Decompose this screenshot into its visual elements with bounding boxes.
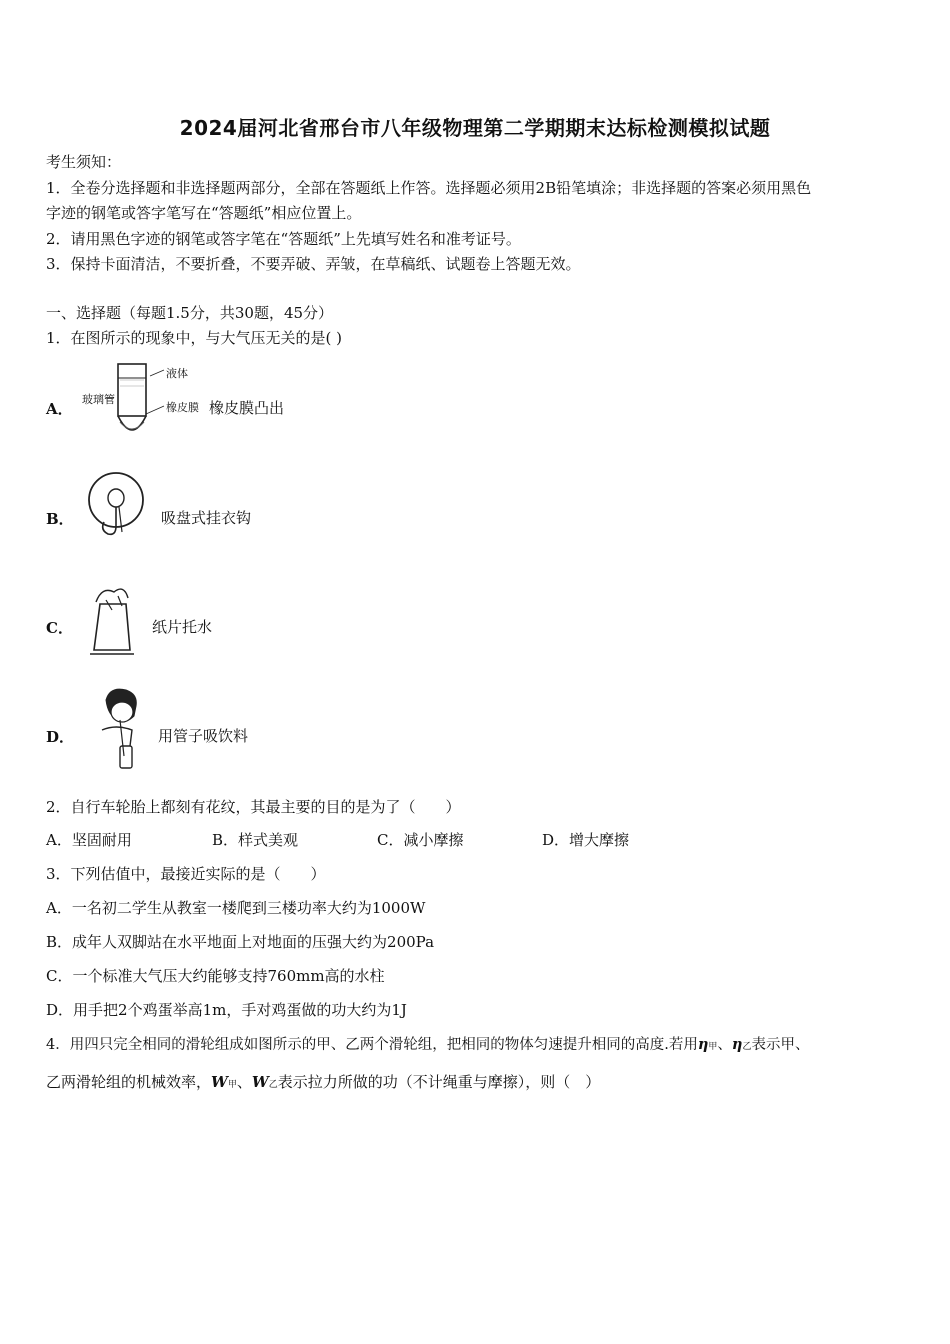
q1-option-c-letter: C． xyxy=(46,619,73,637)
q4-w-sub-yi: 乙 xyxy=(268,1080,278,1090)
page-title: 2024届河北省邢台市八年级物理第二学期期末达标检测模拟试题 xyxy=(179,116,771,140)
q4-w-jia: W xyxy=(211,1073,228,1091)
notice-item-2: 2．请用黑色字迹的钢笔或答字笔在“答题纸”上先填写姓名和准考证号。 xyxy=(46,230,521,248)
q1-option-d-figure xyxy=(96,686,146,774)
question-3-stem: 3．下列估值中，最接近实际的是（ ） xyxy=(46,865,326,883)
q1-option-a-text: 橡皮膜凸出 xyxy=(209,399,285,417)
q3-option-c: C．一个标准大气压大约能够支持760mm高的水柱 xyxy=(46,967,385,985)
q1-option-c-text: 纸片托水 xyxy=(152,618,213,636)
notice-item-1-line-2: 字迹的钢笔或答字笔写在“答题纸”相应位置上。 xyxy=(46,204,362,222)
q1-option-d-letter: D． xyxy=(46,728,75,746)
notice-item-1-line-1: 1．全卷分选择题和非选择题两部分，全部在答题纸上作答。选择题必须用2B铅笔填涂；非选择题的答案必须用黑色 xyxy=(46,179,812,197)
section-heading: 一、选择题（每题1.5分，共30题，45分） xyxy=(46,304,334,322)
q2-option-d: D．增大摩擦 xyxy=(542,831,630,849)
paper-holds-water-illustration xyxy=(84,582,139,660)
q2-option-b: B．样式美观 xyxy=(212,831,299,849)
q4-line-2-part-2: 表示拉力所做的功（不计绳重与摩擦），则（ ） xyxy=(277,1073,601,1091)
q4-eta-yi: η xyxy=(731,1036,743,1053)
question-4-stem-line-2 xyxy=(46,1072,600,1095)
straw-drinking-illustration xyxy=(96,686,146,774)
q4-line-2-part-1: 乙两滑轮组的机械效率， xyxy=(46,1073,212,1091)
notice-heading: 考生须知： xyxy=(46,153,122,171)
question-2-stem: 2．自行车轮胎上都刻有花纹，其最主要的目的是为了（ ） xyxy=(46,798,461,816)
question-4-stem-line-1 xyxy=(46,1035,809,1057)
fig-a-label-liquid: 液体 xyxy=(166,367,188,380)
question-1-stem: 1．在图所示的现象中，与大气压无关的是( ) xyxy=(46,329,343,347)
q1-option-b-figure xyxy=(86,470,148,542)
q3-option-a: A．一名初二学生从教室一楼爬到三楼功率大约为1000W xyxy=(46,899,426,917)
q4-separator-1: 、 xyxy=(717,1037,732,1053)
notice-item-3: 3．保持卡面清洁，不要折叠，不要弄破、弄皱，在草稿纸、试题卷上答题无效。 xyxy=(46,255,581,273)
q1-option-c-figure xyxy=(84,582,139,660)
q4-w-sub-jia: 甲 xyxy=(227,1080,237,1090)
q4-sub-yi: 乙 xyxy=(742,1042,752,1052)
q1-option-b-text: 吸盘式挂衣钩 xyxy=(161,509,252,527)
q3-option-d: D．用手把2个鸡蛋举高1m，手对鸡蛋做的功大约为1J xyxy=(46,1001,407,1019)
q4-separator-2: 、 xyxy=(236,1073,252,1091)
q1-option-b-letter: B． xyxy=(46,510,74,528)
fig-a-label-membrane: 橡皮膜 xyxy=(166,401,199,414)
q4-stem-part-2: 表示甲、 xyxy=(751,1037,810,1053)
q2-option-c: C．减小摩擦 xyxy=(377,831,464,849)
q1-option-a-letter: A． xyxy=(46,400,73,418)
q4-stem-part-1: 4．用四只完全相同的滑轮组成如图所示的甲、乙两个滑轮组，把相同的物体匀速提升相同的高度.若用 xyxy=(46,1037,698,1053)
q4-sub-jia: 甲 xyxy=(708,1042,718,1052)
q1-option-d-text: 用管子吸饮料 xyxy=(158,727,249,745)
q3-option-b: B．成年人双脚站在水平地面上对地面的压强大约为200Pa xyxy=(46,933,435,951)
q2-option-a: A．坚固耐用 xyxy=(46,831,132,849)
q4-w-yi: W xyxy=(251,1073,269,1091)
q4-eta-jia: η xyxy=(697,1036,709,1053)
suction-hook-illustration xyxy=(86,470,148,542)
fig-a-label-glass-tube: 玻璃管 xyxy=(82,393,115,406)
